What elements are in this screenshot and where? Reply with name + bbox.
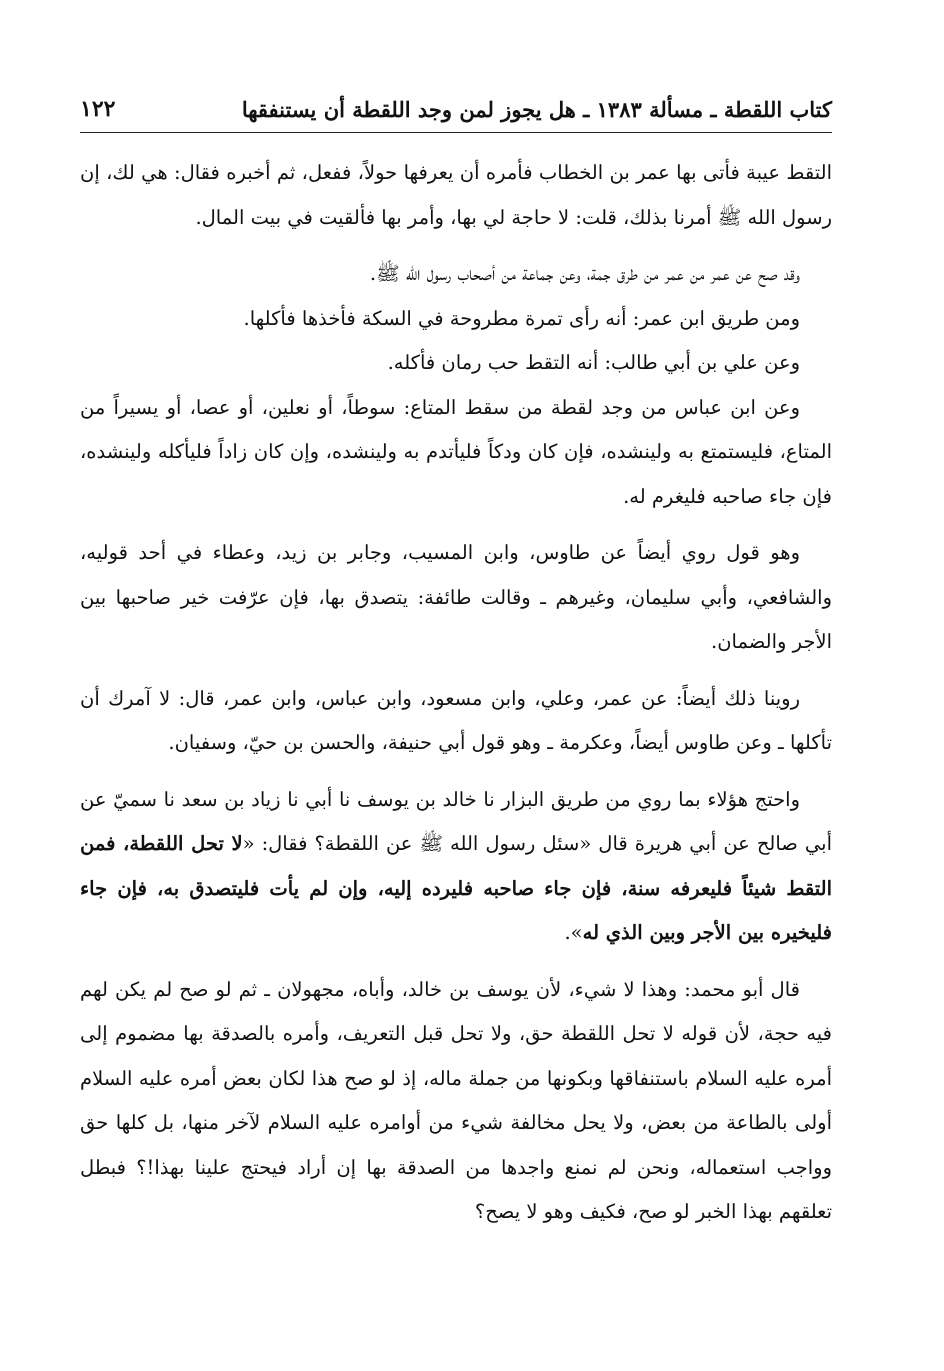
paragraph-2: وقد صح عن عمر من عمر من طرق جمة، وعن جماعة من أصحاب رسول الله ﷺ. (369, 262, 800, 285)
closing-paragraph: قال أبو محمد: وهذا لا شيء، لأن يوسف بن خالد، وأباه، مجهولان ـ ثم لو صح لم يكن لهم فيه حجة، لأن قوله لا تحل اللقطة حق، ولا تحل قبل التعريف، وأمره بالصدقة بها مضموم إلى أمره عليه السلام باستنفاقها وبكونها من جملة ماله، إذ لو صح هذا لكان بعض أمره عليه السلام أولى بالطاعة من بعض، ولا يحل مخالفة شيء من أوامره عليه السلام لآخر منها، بل كلها حق وواجب استعماله، ونحن لم نمنع واجدها من الصدقة بها إن أراد فيحتج علينا بهذا!؟ فبطل تعلقهم بهذا الخبر لو صح، فكيف وهو لا يصح؟ (80, 977, 832, 1223)
header-rule (80, 132, 832, 133)
book-page (80, 78, 832, 1235)
hadith-lead: واحتج هؤلاء بما روي من طريق البزار نا خالد بن يوسف نا أبي نا زياد بن سعد نا سميّ عن أبي صالح عن أبي هريرة قال «سئل رسول الله ﷺ عن اللقطة؟ فقال: « (80, 787, 832, 855)
running-title: كتاب اللقطة ـ مسألة ١٣٨٣ ـ هل يجوز لمن وجد اللقطة أن يستنفقها (241, 97, 832, 122)
page-header (80, 78, 832, 122)
paragraph-4: وعن علي بن أبي طالب: أنه التقط حب رمان فأكله. (387, 351, 800, 374)
page-body (80, 151, 832, 1235)
paragraph-1: التقط عيبة فأتى بها عمر بن الخطاب فأمره أن يعرفها حولاً، ففعل، ثم أخبره فقال: هي لك، إن رسول الله ﷺ أمرنا بذلك، قلت: لا حاجة لي بها، وأمر بها فألقيت في بيت المال. (80, 161, 832, 229)
paragraph-3: ومن طريق ابن عمر: أنه رأى تمرة مطروحة في السكة فأخذها فأكلها. (243, 306, 800, 330)
hadith-quote: لا تحل اللقطة، فمن التقط شيئاً فليعرفه سنة، فإن جاء صاحبه فليرده إليه، وإن لم يأت فليتصدق به، فإن جاء فليخيره بين الأجر وبين الذي له (80, 832, 832, 944)
hadith-paragraph (80, 778, 832, 956)
paragraph-5: وعن ابن عباس من وجد لقطة من سقط المتاع: سوطاً، أو نعلين، أو عصا، أو يسيراً من المتاع، فليستمتع به ولينشده، فإن كان ودكاً فليأتدم به ولينشده، وإن كان زاداً فليأكله ولينشده، فإن جاء صاحبه فليغرم له. (80, 395, 832, 508)
paragraph-7: روينا ذلك أيضاً: عن عمر، وعلي، وابن مسعود، وابن عباس، وابن عمر، قال: لا آمرك أن تأكلها ـ وعن طاوس أيضاً، وعكرمة ـ وهو قول أبي حنيفة، والحسن بن حيّ، وسفيان. (80, 686, 832, 754)
hadith-tail: ». (564, 921, 583, 944)
page-number: ١٢٢ (80, 96, 116, 122)
paragraph-6: وهو قول روي أيضاً عن طاوس، وابن المسيب، وجابر بن زيد، وعطاء في أحد قوليه، والشافعي، وأبي سليمان، وغيرهم ـ وقالت طائفة: يتصدق بها، فإن عرّفت خير صاحبها بين الأجر والضمان. (80, 541, 832, 653)
